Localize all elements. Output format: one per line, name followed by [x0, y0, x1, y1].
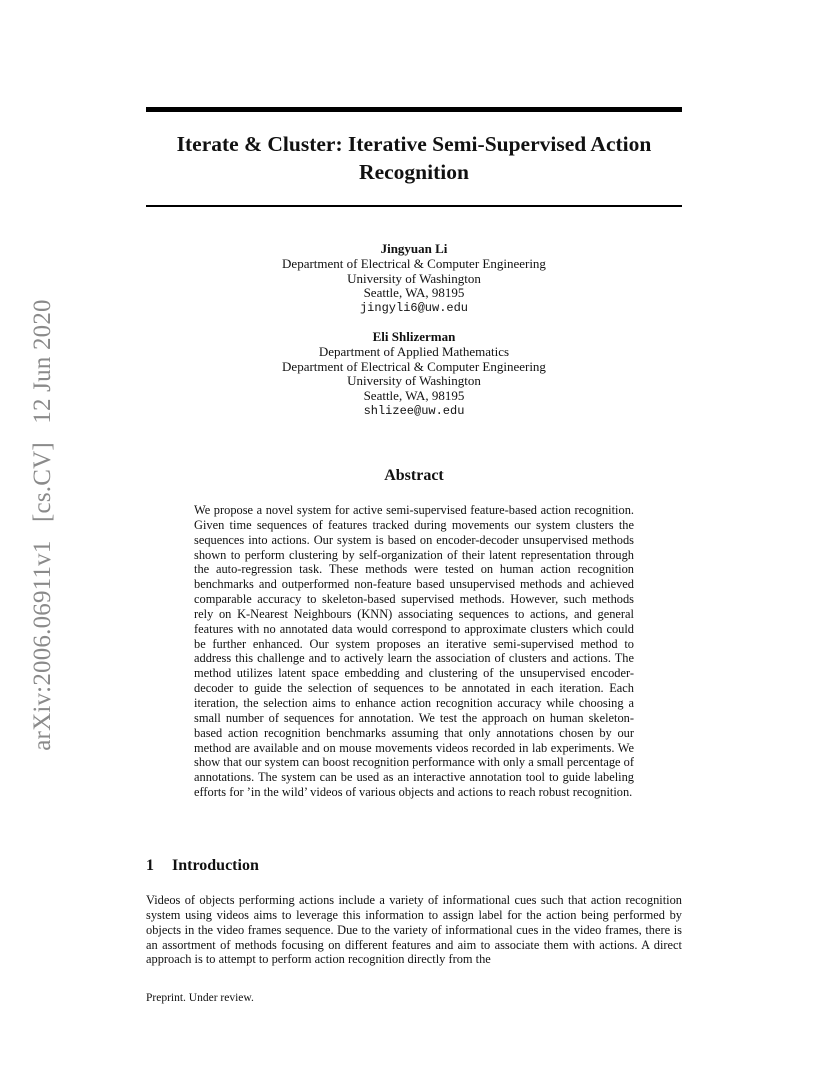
author-affiliation: University of Washington [347, 270, 481, 286]
arxiv-id: arXiv:2006.06911v1 [29, 540, 56, 751]
introduction-text: Videos of objects performing actions include a variety of informational cues such that action recognition system using videos aims to leverage this information to assign label for the action being performed by objects in the video frames sequence. Due to the variety of informational cues in the video frames, there is an assortment of methods focusing on different features and aim to associate them with actions. A direct approach is to attempt to perform action recognition directly from the [146, 893, 682, 967]
author-list [146, 242, 682, 433]
abstract-text: We propose a novel system for active semi-supervised feature-based action recognition. Given time sequences of features tracked during movements our system clusters the sequences into actions. Our system is based on encoder-decoder unsupervised methods shown to perform clustering by self-organization of their latent representation through the auto-regression task. These methods were tested on human action recognition benchmarks and outperformed non-feature based unsupervised methods and achieved comparable accuracy to skeleton-based supervised methods. However, such methods rely on K-Nearest Neighbours (KNN) associating sequences to actions, and general features with no annotated data would correspond to approximate clusters which could be further enhanced. Our system proposes an iterative semi-supervised method to address this challenge and to actively learn the association of clusters and actions. The method utilizes latent space embedding and clustering of the unsupervised encoder-decoder to guide the selection of sequences to be annotated in each iteration. Each iteration, the selection aims to enhance action recognition accuracy while choosing a small number of sequences for annotation. We test the approach on human skeleton-based action recognition benchmarks assuming that only annotations chosen by our method are available and on mouse movements videos recorded in lab experiments. We show that our system can boost recognition performance with only a small percentage of annotations. The system can be used as an interactive annotation tool to guide labeling efforts for ’in the wild’ videos of various objects and actions to reach robust recognition. [194, 503, 634, 800]
arxiv-category: [cs.CV] [29, 442, 56, 522]
author-affiliation: Department of Electrical & Computer Engineering [282, 358, 546, 374]
author-affiliation: University of Washington [347, 373, 481, 389]
author-affiliation: Seattle, WA, 98195 [363, 285, 465, 301]
author-affiliation: Seattle, WA, 98195 [363, 388, 465, 404]
preprint-note: Preprint. Under review. [146, 992, 254, 1004]
section-title: Introduction [172, 857, 259, 874]
author-block [146, 242, 682, 316]
title-bottom-rule [146, 205, 682, 207]
author-name: Jingyuan Li [380, 241, 448, 256]
arxiv-date: 12 Jun 2020 [29, 299, 56, 424]
title-top-rule [146, 107, 682, 112]
section-number: 1 [146, 857, 154, 874]
author-name: Eli Shlizerman [372, 328, 456, 344]
abstract-heading: Abstract [384, 467, 444, 484]
paper-title: Iterate & Cluster: Iterative Semi-Supervised Action Recognition [176, 132, 652, 184]
arxiv-stamp [29, 293, 57, 757]
author-affiliation: Department of Applied Mathematics [318, 343, 510, 359]
author-email[interactable]: shlizee@uw.edu [363, 403, 465, 418]
author-email[interactable]: jingyli6@uw.edu [359, 301, 469, 316]
author-block [146, 330, 682, 419]
author-affiliation: Department of Electrical & Computer Engineering [282, 255, 546, 271]
section-heading-introduction [146, 857, 259, 875]
